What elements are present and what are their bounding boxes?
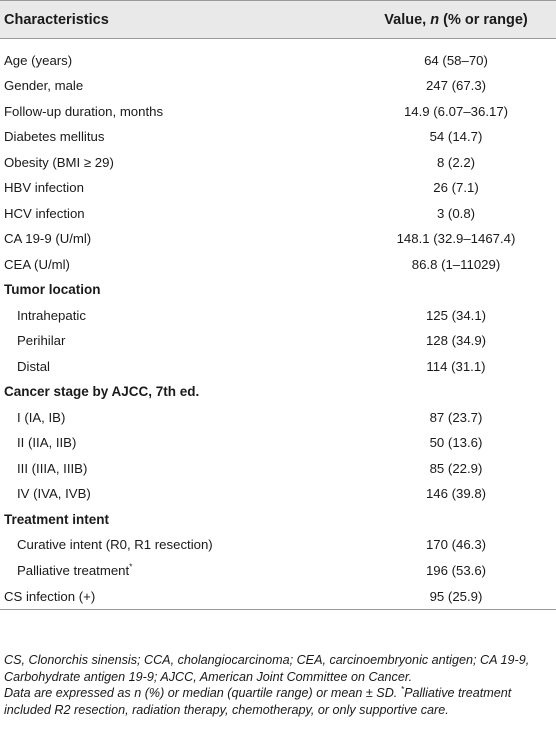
- table-row: [0, 481, 556, 507]
- row-label: I (IA, IB): [17, 409, 66, 425]
- table-row: [0, 405, 556, 431]
- row-label: CEA (U/ml): [4, 256, 70, 272]
- row-label: Gender, male: [4, 78, 84, 94]
- table-row: [0, 532, 556, 558]
- row-value: [356, 277, 556, 303]
- row-value: 64 (58–70): [424, 53, 488, 68]
- row-value: 247 (67.3): [425, 78, 487, 94]
- row-value: 50 (13.6): [429, 435, 483, 451]
- table-row: [0, 430, 556, 456]
- row-value: 114 (31.1): [426, 358, 486, 374]
- row-label: II (IIA, IIB): [17, 435, 77, 451]
- row-value: 196 (53.6): [425, 562, 487, 578]
- table-row: [0, 73, 556, 99]
- section-header-row: [0, 277, 556, 303]
- row-label: CS infection (+): [0, 583, 356, 610]
- table-row: [0, 558, 556, 584]
- table-row: [0, 150, 556, 176]
- row-label: CA 19-9 (U/ml): [4, 231, 92, 247]
- row-label: HCV infection: [4, 205, 85, 221]
- section-label: Treatment intent: [4, 511, 110, 527]
- section-label: Cancer stage by AJCC, 7th ed.: [4, 384, 200, 400]
- row-label: IV (IVA, IVB): [17, 486, 91, 502]
- table-row: [0, 99, 556, 125]
- row-label: Curative intent (R0, R1 resection): [17, 537, 213, 553]
- row-label: Follow-up duration, months: [4, 103, 164, 119]
- header-characteristics: Characteristics: [0, 1, 356, 39]
- row-value: 148.1 (32.9–1467.4): [396, 231, 516, 247]
- row-value: 85 (22.9): [429, 460, 483, 476]
- table-row: [0, 583, 556, 610]
- section-label: Tumor location: [4, 282, 101, 298]
- row-value: 26 (7.1): [433, 180, 479, 196]
- table-body: [0, 39, 556, 610]
- table-row: [0, 303, 556, 329]
- row-value: 128 (34.9): [425, 333, 487, 349]
- row-value: 3 (0.8): [436, 205, 476, 221]
- row-label: HBV infection: [4, 180, 84, 196]
- row-value: 146 (39.8): [425, 486, 487, 502]
- row-label: Distal: [17, 358, 50, 374]
- row-label: Perihilar: [17, 333, 66, 349]
- footnote-marker: *: [400, 683, 405, 694]
- section-header-row: [0, 507, 556, 533]
- footnote-marker: *: [129, 561, 133, 572]
- row-value: 125 (34.1): [425, 307, 487, 323]
- table-header: [0, 1, 556, 39]
- row-value: 54 (14.7): [429, 129, 483, 145]
- row-value: 14.9 (6.07–36.17): [403, 103, 509, 119]
- header-value: Value, n (% or range): [356, 1, 556, 39]
- footnote-data-note: Data are expressed as n (%) or median (quartile range) or mean ± SD. *Palliative treatment included R2 resection, radiation therapy, chemotherapy, or only supportive care.: [4, 683, 512, 717]
- row-value: 170 (46.3): [425, 537, 487, 553]
- row-value: 86.8 (1–11029): [411, 256, 501, 272]
- row-value: 87 (23.7): [429, 409, 483, 425]
- row-value: [356, 507, 556, 533]
- table-row: [0, 226, 556, 252]
- table-row: [0, 201, 556, 227]
- row-label: III (IIIA, IIIB): [17, 460, 88, 476]
- table-row: [0, 39, 556, 74]
- table-footnote: [4, 652, 552, 718]
- row-label: Obesity (BMI ≥ 29): [4, 154, 114, 170]
- row-value: [356, 379, 556, 405]
- table-row: [0, 354, 556, 380]
- row-label: Palliative treatment*: [17, 561, 133, 578]
- table-row: [0, 124, 556, 150]
- row-value: 8 (2.2): [436, 154, 476, 170]
- row-value: 95 (25.9): [356, 583, 556, 610]
- table-row: [0, 175, 556, 201]
- table-row: [0, 328, 556, 354]
- row-label: Intrahepatic: [17, 307, 86, 323]
- section-header-row: [0, 379, 556, 405]
- table-row: [0, 252, 556, 278]
- table-row: [0, 456, 556, 482]
- footnote-abbreviations: CS, Clonorchis sinensis; CCA, cholangiocarcinoma; CEA, carcinoembryonic antigen; CA 19-9, Carbohydrate antigen 19-9; AJCC, American Joint Committee on Cancer.: [4, 653, 530, 684]
- row-label: Age (years): [4, 53, 73, 68]
- row-label: Diabetes mellitus: [4, 129, 105, 145]
